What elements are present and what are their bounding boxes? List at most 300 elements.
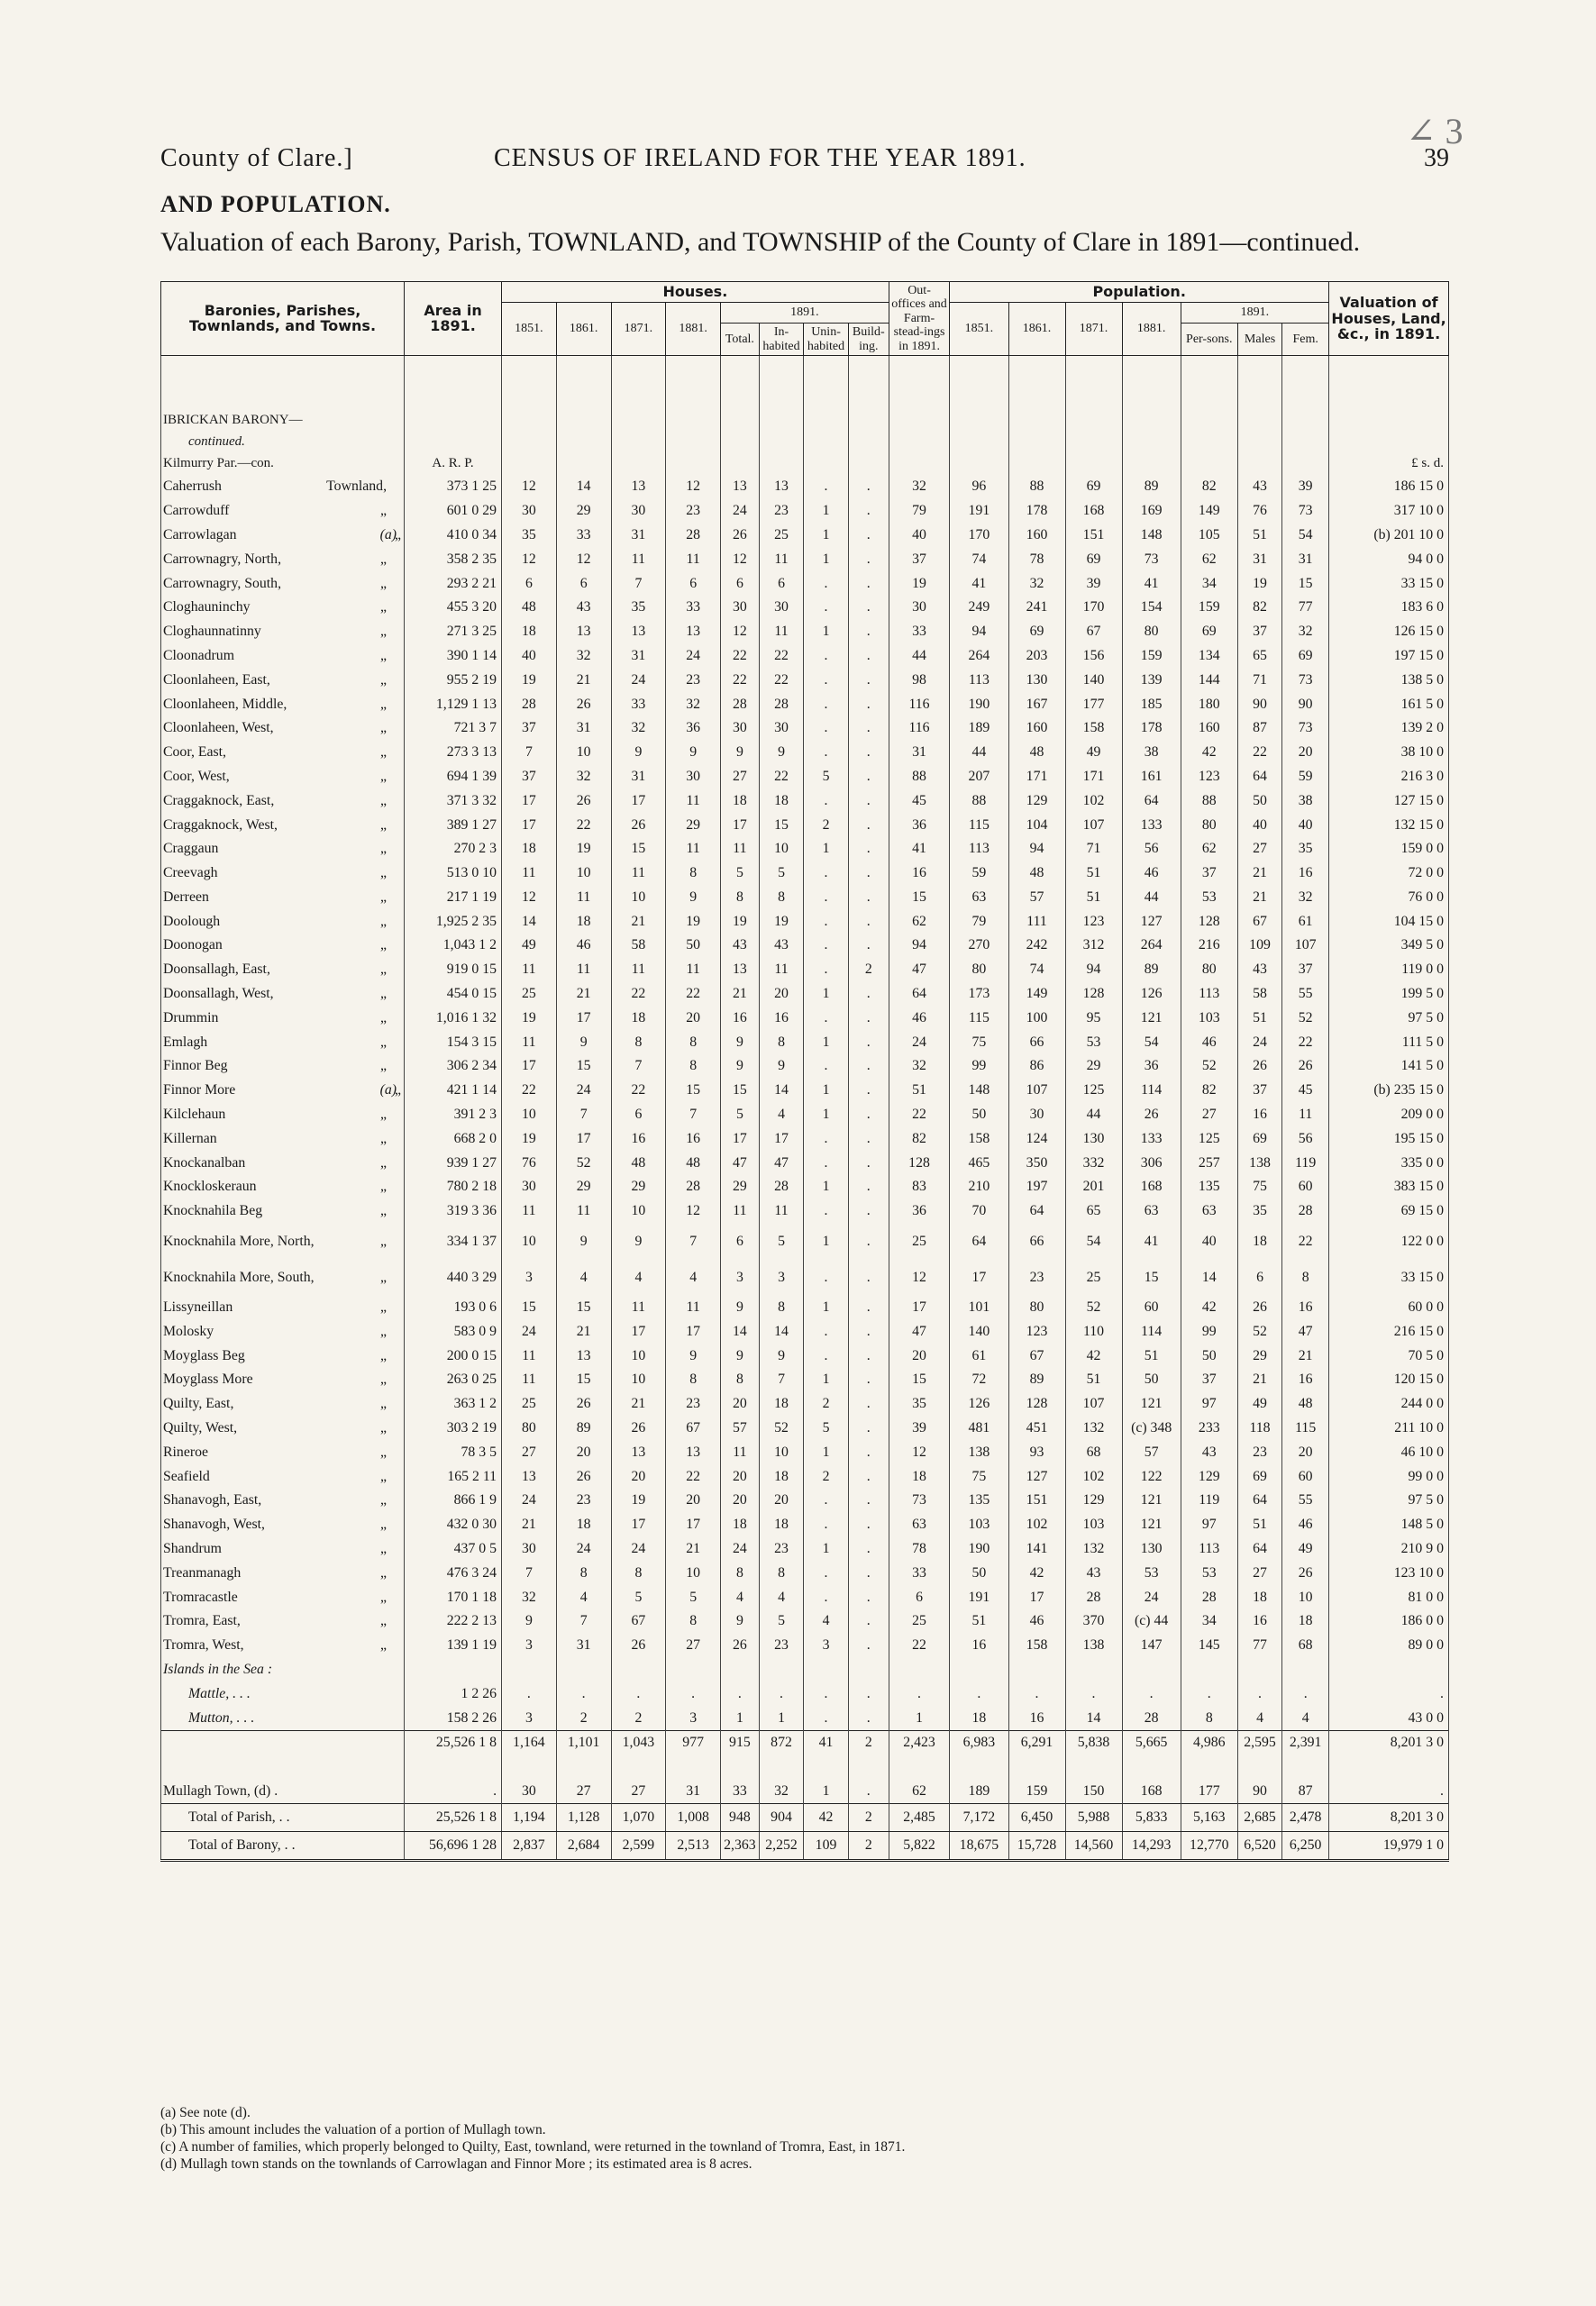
- pop-1891-females-cell: 21: [1282, 1344, 1329, 1368]
- valuation-cell: 383 15 0: [1329, 1175, 1449, 1199]
- empty-cell: [950, 1658, 1008, 1682]
- houses-1891-inhabited-cell: 11: [759, 547, 804, 571]
- houses-1861-cell: 9: [556, 1030, 611, 1054]
- pop-1881-cell: 63: [1122, 1199, 1181, 1224]
- total-barony-label: Total of Barony,: [188, 1837, 281, 1854]
- houses-1891-uninhabited-cell: 1: [804, 1224, 849, 1260]
- houses-1861-cell: 7: [556, 1103, 611, 1127]
- houses-1891-uninhabited-cell: .: [804, 1199, 849, 1224]
- townland-label: Finnor More: [163, 1082, 236, 1098]
- valuation-cell: 197 15 0: [1329, 644, 1449, 669]
- area-cell: 303 2 19: [405, 1417, 502, 1441]
- pop-1851-cell: 44: [950, 741, 1008, 765]
- pop-1891-persons-cell: 63: [1181, 1199, 1237, 1224]
- townland-label: Shandrum: [163, 1541, 222, 1557]
- pop-1891-males-cell: 90: [1237, 692, 1282, 716]
- houses-1891-building-cell: .: [848, 571, 889, 596]
- empty-cell: [666, 1755, 721, 1780]
- pop-1891-persons-cell: .: [1181, 1682, 1237, 1706]
- pop-1881-cell: (c) 348: [1122, 1417, 1181, 1441]
- houses-1891-inhabited-cell: 47: [759, 1151, 804, 1175]
- houses-1881-cell: 13: [666, 1440, 721, 1464]
- townland-name: [161, 524, 405, 548]
- outoffices-cell: 82: [889, 1126, 950, 1151]
- houses-1891-inhabited-cell: 904: [759, 1804, 804, 1832]
- houses-1881-cell: 3: [666, 1706, 721, 1730]
- valuation-cell: 111 5 0: [1329, 1030, 1449, 1054]
- pop-1871-cell: 110: [1065, 1319, 1122, 1344]
- pop-1891-males-cell: 35: [1237, 1199, 1282, 1224]
- townland-label: Knockloskeraun: [163, 1179, 257, 1195]
- pop-1851-cell: 61: [950, 1344, 1008, 1368]
- outoffices-cell: 47: [889, 1319, 950, 1344]
- houses-1891-inhabited-cell: 8: [759, 1030, 804, 1054]
- houses-1881-cell: 11: [666, 958, 721, 982]
- pop-1851-cell: 140: [950, 1319, 1008, 1344]
- empty-cell: [502, 1658, 557, 1682]
- outoffices-cell: 98: [889, 668, 950, 692]
- area-cell: 263 0 25: [405, 1368, 502, 1392]
- empty-cell: [759, 1658, 804, 1682]
- col-header-total: Total.: [721, 324, 760, 356]
- area-cell: 25,526 1 8: [405, 1731, 502, 1755]
- pop-1891-females-cell: 16: [1282, 1296, 1329, 1320]
- col-header-houses: Houses.: [502, 282, 889, 303]
- pop-1851-cell: 79: [950, 909, 1008, 934]
- outoffices-cell: 15: [889, 886, 950, 910]
- townland-name: [161, 1175, 405, 1199]
- houses-1891-building-cell: .: [848, 1344, 889, 1368]
- townland-name: [161, 716, 405, 741]
- valuation-cell: (b) 235 15 0: [1329, 1079, 1449, 1103]
- houses-1891-total-cell: 12: [721, 547, 760, 571]
- empty-cell: [804, 1755, 849, 1780]
- houses-1891-total-cell: 21: [721, 982, 760, 1007]
- townland-name: [161, 741, 405, 765]
- table-row: [161, 1440, 1449, 1464]
- houses-1871-cell: 31: [611, 644, 666, 669]
- townland-name: [161, 837, 405, 861]
- houses-1891-building-cell: .: [848, 861, 889, 886]
- houses-1881-cell: 20: [666, 1006, 721, 1030]
- pop-1871-cell: 69: [1065, 475, 1122, 499]
- area-cell: 78 3 5: [405, 1440, 502, 1464]
- pop-1891-persons-cell: 128: [1181, 909, 1237, 934]
- empty-cell: [556, 1658, 611, 1682]
- pop-1881-cell: 15: [1122, 1260, 1181, 1296]
- outoffices-cell: 62: [889, 1780, 950, 1804]
- townland-type: „: [380, 1347, 388, 1363]
- houses-1891-total-cell: 14: [721, 1319, 760, 1344]
- houses-1881-cell: 8: [666, 1054, 721, 1079]
- houses-1891-uninhabited-cell: .: [804, 1344, 849, 1368]
- houses-1891-building-cell: .: [848, 620, 889, 644]
- pop-1861-cell: 171: [1008, 765, 1065, 789]
- area-cell: 293 2 21: [405, 571, 502, 596]
- houses-1871-cell: 31: [611, 524, 666, 548]
- pop-1891-females-cell: 73: [1282, 499, 1329, 524]
- col-header-area: Area in 1891.: [405, 282, 502, 356]
- houses-1871-cell: 8: [611, 1561, 666, 1585]
- total-label: [161, 1804, 405, 1832]
- empty-cell: [1237, 1658, 1282, 1682]
- houses-1891-inhabited-cell: 17: [759, 1126, 804, 1151]
- townland-name: [161, 1006, 405, 1030]
- houses-1861-cell: 26: [556, 692, 611, 716]
- pop-1871-cell: 201: [1065, 1175, 1122, 1199]
- houses-1861-cell: 9: [556, 1224, 611, 1260]
- valuation-cell: 127 15 0: [1329, 788, 1449, 813]
- houses-1861-cell: 43: [556, 596, 611, 620]
- running-head: [160, 144, 1449, 180]
- pop-1851-cell: 7,172: [950, 1804, 1008, 1832]
- pop-1871-cell: 67: [1065, 620, 1122, 644]
- outoffices-cell: 64: [889, 982, 950, 1007]
- pop-1861-cell: 128: [1008, 1392, 1065, 1417]
- houses-1891-total-cell: 17: [721, 813, 760, 837]
- valuation-cell: 349 5 0: [1329, 934, 1449, 958]
- area-cell: 437 0 5: [405, 1537, 502, 1562]
- outoffices-cell: 51: [889, 1079, 950, 1103]
- houses-1881-cell: 13: [666, 620, 721, 644]
- houses-1891-building-cell: .: [848, 1440, 889, 1464]
- pop-1891-males-cell: 6: [1237, 1260, 1282, 1296]
- pop-1851-cell: 70: [950, 1199, 1008, 1224]
- pop-1861-cell: 149: [1008, 982, 1065, 1007]
- pop-1891-females-cell: 10: [1282, 1585, 1329, 1609]
- pop-1891-persons-cell: 37: [1181, 861, 1237, 886]
- pop-1881-cell: 185: [1122, 692, 1181, 716]
- pop-1891-persons-cell: 53: [1181, 886, 1237, 910]
- pop-1891-females-cell: 20: [1282, 741, 1329, 765]
- mullagh-town-row: [161, 1780, 1449, 1804]
- pop-1871-cell: 130: [1065, 1126, 1122, 1151]
- houses-1851-cell: 1,194: [502, 1804, 557, 1832]
- pop-1891-persons-cell: 8: [1181, 1706, 1237, 1730]
- pop-1891-females-cell: 2,478: [1282, 1804, 1329, 1832]
- table-subtitle: Valuation of each Barony, Parish, TOWNLAND, and TOWNSHIP of the County of Clare in 1891—continued.: [160, 227, 1361, 257]
- pop-1861-cell: 242: [1008, 934, 1065, 958]
- pop-1861-cell: 66: [1008, 1224, 1065, 1260]
- pop-1851-cell: 126: [950, 1392, 1008, 1417]
- valuation-cell: 69 15 0: [1329, 1199, 1449, 1224]
- pop-1861-cell: 88: [1008, 475, 1065, 499]
- col-header-pop-1871: 1871.: [1065, 302, 1122, 355]
- townland-label: Cloonlaheen, West,: [163, 720, 274, 736]
- area-cell: 955 2 19: [405, 668, 502, 692]
- houses-1861-cell: 23: [556, 1489, 611, 1513]
- townland-label: Drummin: [163, 1009, 219, 1025]
- area-cell: 319 3 36: [405, 1199, 502, 1224]
- pop-1861-cell: 130: [1008, 668, 1065, 692]
- valuation-cell: 33 15 0: [1329, 1260, 1449, 1296]
- pop-1891-females-cell: 8: [1282, 1260, 1329, 1296]
- pop-1881-cell: 64: [1122, 788, 1181, 813]
- pop-1871-cell: 177: [1065, 692, 1122, 716]
- pop-1891-females-cell: 18: [1282, 1609, 1329, 1634]
- houses-1891-inhabited-cell: 11: [759, 1199, 804, 1224]
- houses-1851-cell: 30: [502, 1780, 557, 1804]
- houses-1861-cell: 26: [556, 788, 611, 813]
- townland-name: [161, 499, 405, 524]
- pop-1891-females-cell: 15: [1282, 571, 1329, 596]
- footnote: (d) Mullagh town stands on the townlands of Carrowlagan and Finnor More ; its estimated area is 8 acres.: [160, 2156, 752, 2172]
- townland-label: Craggaknock, West,: [163, 816, 278, 833]
- table-row: [161, 1030, 1449, 1054]
- pop-1891-males-cell: 109: [1237, 934, 1282, 958]
- houses-1881-cell: 2,513: [666, 1832, 721, 1861]
- pop-1891-females-cell: 38: [1282, 788, 1329, 813]
- table-row: [161, 1561, 1449, 1585]
- outoffices-cell: 36: [889, 813, 950, 837]
- pop-1891-females-cell: 73: [1282, 668, 1329, 692]
- houses-1871-cell: 21: [611, 909, 666, 934]
- barony-heading: IBRICKAN BARONY—: [161, 410, 405, 432]
- houses-1891-building-cell: .: [848, 909, 889, 934]
- leader-dots: . . .: [229, 1685, 251, 1701]
- outoffices-cell: 2,485: [889, 1804, 950, 1832]
- houses-1891-uninhabited-cell: 5: [804, 1417, 849, 1441]
- table-row: [161, 1489, 1449, 1513]
- townland-name: [161, 1464, 405, 1489]
- pop-1851-cell: 481: [950, 1417, 1008, 1441]
- houses-1891-uninhabited-cell: .: [804, 596, 849, 620]
- houses-1861-cell: 13: [556, 620, 611, 644]
- empty-cell: [405, 1658, 502, 1682]
- pop-1851-cell: 148: [950, 1079, 1008, 1103]
- pop-1881-cell: 89: [1122, 958, 1181, 982]
- pop-1891-females-cell: 68: [1282, 1634, 1329, 1658]
- pop-1861-cell: 451: [1008, 1417, 1065, 1441]
- empty-cell: [889, 1658, 950, 1682]
- townland-type: Townland,: [326, 479, 388, 495]
- houses-1891-building-cell: .: [848, 1006, 889, 1030]
- spacer-row: [161, 1755, 1449, 1780]
- area-cell: 440 3 29: [405, 1260, 502, 1296]
- houses-1881-cell: 20: [666, 1489, 721, 1513]
- houses-1891-inhabited-cell: 8: [759, 1561, 804, 1585]
- outoffices-cell: 32: [889, 475, 950, 499]
- valuation-cell: 335 0 0: [1329, 1151, 1449, 1175]
- outoffices-cell: 33: [889, 620, 950, 644]
- townland-name: [161, 886, 405, 910]
- pop-1891-persons-cell: 80: [1181, 813, 1237, 837]
- pop-1891-males-cell: 67: [1237, 909, 1282, 934]
- valuation-cell: 123 10 0: [1329, 1561, 1449, 1585]
- houses-1861-cell: 11: [556, 886, 611, 910]
- valuation-cell: 70 5 0: [1329, 1344, 1449, 1368]
- pop-1891-males-cell: 138: [1237, 1151, 1282, 1175]
- pop-1891-persons-cell: 80: [1181, 958, 1237, 982]
- pop-1861-cell: 80: [1008, 1296, 1065, 1320]
- pop-1851-cell: 50: [950, 1103, 1008, 1127]
- table-row: [161, 1585, 1449, 1609]
- houses-1891-inhabited-cell: 13: [759, 475, 804, 499]
- houses-1851-cell: 35: [502, 524, 557, 548]
- townland-type: „: [380, 624, 388, 640]
- pop-1871-cell: 71: [1065, 837, 1122, 861]
- houses-1851-cell: 25: [502, 1392, 557, 1417]
- houses-1891-total-cell: 11: [721, 1199, 760, 1224]
- pop-1881-cell: 133: [1122, 1126, 1181, 1151]
- townland-label: Lissyneillan: [163, 1299, 233, 1316]
- houses-1861-cell: 32: [556, 765, 611, 789]
- table-row: [161, 1417, 1449, 1441]
- pop-1891-males-cell: 43: [1237, 958, 1282, 982]
- houses-1891-inhabited-cell: 32: [759, 1780, 804, 1804]
- pop-1851-cell: 158: [950, 1126, 1008, 1151]
- houses-1881-cell: 5: [666, 1585, 721, 1609]
- col-header-pop-1891: 1891.: [1181, 302, 1328, 324]
- houses-1871-cell: 27: [611, 1780, 666, 1804]
- houses-1891-uninhabited-cell: .: [804, 1054, 849, 1079]
- town-name: [161, 1780, 405, 1804]
- townland-name: [161, 1054, 405, 1079]
- pop-1881-cell: 60: [1122, 1296, 1181, 1320]
- table-row: [161, 982, 1449, 1007]
- valuation-cell: 94 0 0: [1329, 547, 1449, 571]
- pop-1861-cell: 203: [1008, 644, 1065, 669]
- outoffices-cell: .: [889, 1682, 950, 1706]
- table-row: [161, 1126, 1449, 1151]
- houses-1891-inhabited-cell: 872: [759, 1731, 804, 1755]
- houses-1881-cell: 8: [666, 1030, 721, 1054]
- houses-1871-cell: 21: [611, 1392, 666, 1417]
- valuation-cell: 199 5 0: [1329, 982, 1449, 1007]
- houses-1891-uninhabited-cell: .: [804, 668, 849, 692]
- valuation-cell: 122 0 0: [1329, 1224, 1449, 1260]
- subtotal-row: [161, 1731, 1449, 1755]
- houses-1891-inhabited-cell: 5: [759, 1224, 804, 1260]
- townland-label: Finnor Beg: [163, 1058, 228, 1074]
- pop-1891-males-cell: 64: [1237, 1537, 1282, 1562]
- empty-cell: [1282, 1755, 1329, 1780]
- houses-1871-cell: 10: [611, 886, 666, 910]
- outoffices-cell: 12: [889, 1440, 950, 1464]
- townland-name: [161, 620, 405, 644]
- pop-1891-females-cell: 22: [1282, 1224, 1329, 1260]
- houses-1891-inhabited-cell: 20: [759, 982, 804, 1007]
- col-header-houses-1861: 1861.: [556, 302, 611, 355]
- houses-1871-cell: 5: [611, 1585, 666, 1609]
- area-cell: 273 3 13: [405, 741, 502, 765]
- townland-type: „: [380, 1396, 388, 1412]
- houses-1891-total-cell: 1: [721, 1706, 760, 1730]
- houses-1871-cell: 13: [611, 475, 666, 499]
- houses-1851-cell: 17: [502, 788, 557, 813]
- pop-1881-cell: 178: [1122, 716, 1181, 741]
- valuation-cell: 97 5 0: [1329, 1006, 1449, 1030]
- pop-1851-cell: 270: [950, 934, 1008, 958]
- houses-1851-cell: 24: [502, 1489, 557, 1513]
- houses-1891-inhabited-cell: 4: [759, 1585, 804, 1609]
- houses-1891-uninhabited-cell: .: [804, 1151, 849, 1175]
- pop-1871-cell: 14: [1065, 1706, 1122, 1730]
- pop-1871-cell: 129: [1065, 1489, 1122, 1513]
- houses-1891-total-cell: 29: [721, 1175, 760, 1199]
- pop-1881-cell: 159: [1122, 644, 1181, 669]
- pop-1871-cell: 14,560: [1065, 1832, 1122, 1861]
- houses-1851-cell: 27: [502, 1440, 557, 1464]
- empty-cell: [1181, 1658, 1237, 1682]
- houses-1891-inhabited-cell: 22: [759, 644, 804, 669]
- houses-1891-inhabited-cell: 10: [759, 1440, 804, 1464]
- empty-cell: [759, 1755, 804, 1780]
- pop-1891-males-cell: 49: [1237, 1392, 1282, 1417]
- valuation-cell: 81 0 0: [1329, 1585, 1449, 1609]
- houses-1891-inhabited-cell: 43: [759, 934, 804, 958]
- valuation-cell: .: [1329, 1780, 1449, 1804]
- houses-1861-cell: 26: [556, 1464, 611, 1489]
- houses-1891-total-cell: 18: [721, 788, 760, 813]
- houses-1851-cell: 18: [502, 837, 557, 861]
- pop-1881-cell: 161: [1122, 765, 1181, 789]
- pop-1891-persons-cell: 134: [1181, 644, 1237, 669]
- houses-1891-building-cell: .: [848, 1561, 889, 1585]
- townland-name: [161, 982, 405, 1007]
- pop-1891-persons-cell: 119: [1181, 1489, 1237, 1513]
- houses-1891-total-cell: 57: [721, 1417, 760, 1441]
- houses-1891-building-cell: .: [848, 1319, 889, 1344]
- pop-1861-cell: .: [1008, 1682, 1065, 1706]
- townland-name: [161, 1634, 405, 1658]
- pop-1871-cell: 53: [1065, 1030, 1122, 1054]
- houses-1891-building-cell: .: [848, 1537, 889, 1562]
- pop-1891-females-cell: 45: [1282, 1079, 1329, 1103]
- valuation-cell: 244 0 0: [1329, 1392, 1449, 1417]
- houses-1851-cell: 12: [502, 475, 557, 499]
- houses-1881-cell: 11: [666, 788, 721, 813]
- houses-1891-building-cell: .: [848, 1296, 889, 1320]
- houses-1861-cell: 15: [556, 1296, 611, 1320]
- houses-1891-uninhabited-cell: 1: [804, 547, 849, 571]
- houses-1881-cell: 17: [666, 1513, 721, 1537]
- valuation-cell: 159 0 0: [1329, 837, 1449, 861]
- townland-type: „: [380, 1233, 388, 1249]
- pop-1891-females-cell: 60: [1282, 1464, 1329, 1489]
- pop-1881-cell: 44: [1122, 886, 1181, 910]
- pop-1851-cell: 115: [950, 813, 1008, 837]
- townland-type: „: [380, 696, 388, 712]
- pop-1871-cell: 102: [1065, 788, 1122, 813]
- houses-1861-cell: 33: [556, 524, 611, 548]
- pop-1871-cell: 332: [1065, 1151, 1122, 1175]
- townland-label: Carrowlagan: [163, 526, 237, 542]
- houses-1851-cell: 76: [502, 1151, 557, 1175]
- valuation-cell: 216 3 0: [1329, 765, 1449, 789]
- outoffices-cell: 47: [889, 958, 950, 982]
- houses-1861-cell: 10: [556, 741, 611, 765]
- houses-1871-cell: 22: [611, 1079, 666, 1103]
- houses-1851-cell: 37: [502, 716, 557, 741]
- pop-1871-cell: 5,988: [1065, 1804, 1122, 1832]
- pop-1891-males-cell: 43: [1237, 475, 1282, 499]
- pop-1891-females-cell: 2,391: [1282, 1731, 1329, 1755]
- table-row: [161, 1079, 1449, 1103]
- houses-1851-cell: 6: [502, 571, 557, 596]
- pop-1891-females-cell: 56: [1282, 1126, 1329, 1151]
- townland-label: Knockanalban: [163, 1154, 246, 1171]
- houses-1891-uninhabited-cell: 1: [804, 837, 849, 861]
- houses-1851-cell: 19: [502, 1126, 557, 1151]
- houses-1851-cell: 48: [502, 596, 557, 620]
- pop-1891-persons-cell: 216: [1181, 934, 1237, 958]
- pop-1891-persons-cell: 123: [1181, 765, 1237, 789]
- houses-1861-cell: 26: [556, 1392, 611, 1417]
- houses-1891-inhabited-cell: 6: [759, 571, 804, 596]
- pop-1851-cell: 101: [950, 1296, 1008, 1320]
- pop-1861-cell: 197: [1008, 1175, 1065, 1199]
